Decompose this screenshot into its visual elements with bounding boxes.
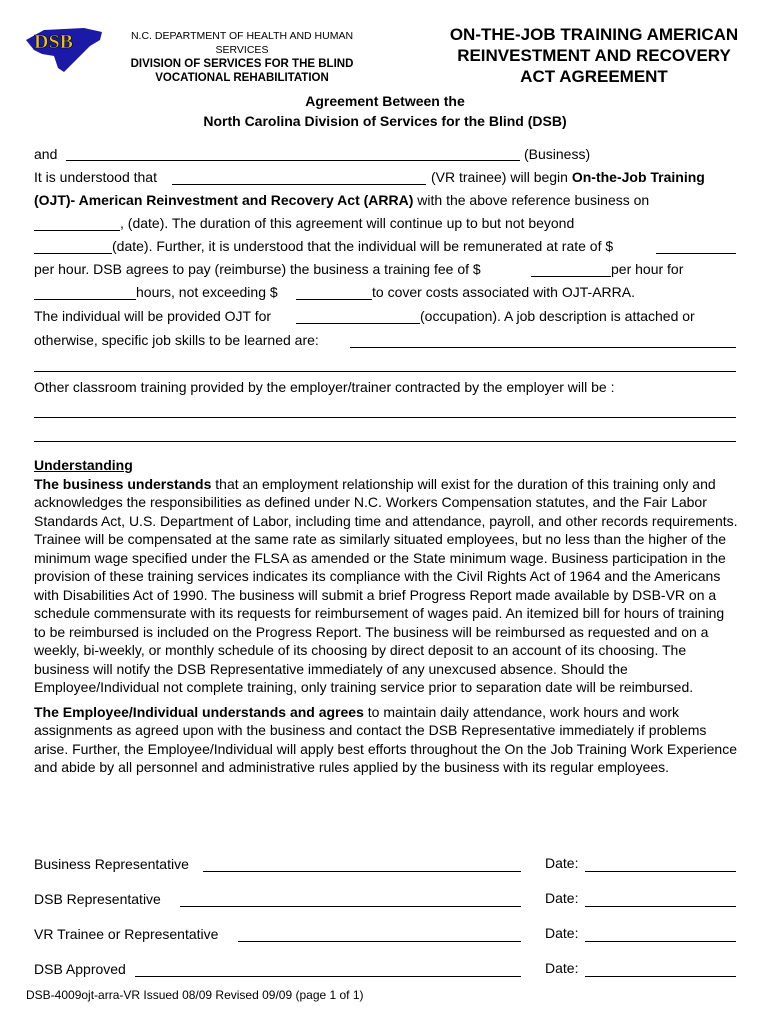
form-footer: DSB-4009ojt-arra-VR Issued 08/09 Revised 09/09 (page 1 of 1) [26, 988, 364, 1002]
sig-label-trainee: VR Trainee or Representative [34, 926, 219, 942]
skills-field-2[interactable] [34, 371, 736, 372]
agency-line-1: N.C. DEPARTMENT OF HEALTH AND HUMAN SERVICES [130, 30, 354, 56]
agreement-line-1: Agreement Between the [305, 93, 465, 109]
sig-line-trainee[interactable] [238, 941, 521, 942]
date-line-approved[interactable] [585, 976, 736, 977]
agreement-line-2: North Carolina Division of Services for the Blind (DSB) [203, 113, 567, 129]
agency-line-3: VOCATIONAL REHABILITATION [155, 72, 329, 84]
agency-line-2: DIVISION OF SERVICES FOR THE BLIND [130, 58, 354, 70]
trainee-name-field[interactable] [172, 184, 426, 185]
arra-rest-text: with the above reference business on [417, 192, 650, 208]
and-label: and [34, 146, 58, 162]
title-line-1: ON-THE-JOB TRAINING AMERICAN [449, 25, 739, 44]
employee-agrees-text: to maintain daily attendance, work hours and work assignments as agreed upon with the business and contact the DSB Representative immediately if problems arise. Further, the Employee/Individual will apply best efforts throughout the On the Job Training Work Experience and abide by all personnel and administrative rules applied by the business with its regular employees. [34, 703, 737, 775]
business-paragraph [34, 475, 738, 697]
classroom-text: Other classroom training provided by the employer/trainer contracted by the employer will be : [34, 379, 615, 395]
sig-label-business: Business Representative [34, 856, 189, 872]
trainee-begin-text: (VR trainee) will begin [431, 169, 568, 185]
date-label-trainee: Date: [545, 925, 579, 941]
max-amount-field[interactable] [296, 299, 372, 300]
employee-agrees-bold: The Employee/Individual understands and agrees [34, 703, 364, 720]
end-date-field[interactable] [34, 253, 112, 254]
occupation-text: (occupation). A job description is attached or [420, 308, 695, 324]
employee-paragraph [34, 703, 738, 777]
date2-text: (date). Further, it is understood that the individual will be remunerated at rate of $ [112, 238, 614, 254]
title-line-2: REINVESTMENT AND RECOVERY [457, 46, 731, 65]
start-date-field[interactable] [34, 230, 120, 231]
date-label-dsb: Date: [545, 890, 579, 906]
business-name-field[interactable] [66, 160, 520, 161]
hours-field[interactable] [34, 299, 136, 300]
date-line-dsb[interactable] [585, 906, 736, 907]
classroom-field-1[interactable] [34, 417, 736, 418]
agency-block [104, 29, 380, 85]
training-fee-field[interactable] [531, 276, 611, 277]
date-label-approved: Date: [545, 960, 579, 976]
form-title [430, 24, 758, 87]
skills-field-1[interactable] [350, 347, 736, 348]
form-row-1 [34, 143, 57, 166]
hours-not-text: hours, not exceeding $ [136, 284, 278, 300]
business-label: (Business) [524, 146, 591, 162]
per-hour-for-text: per hour for [611, 261, 684, 277]
occupation-field[interactable] [296, 323, 420, 324]
arra-bold-text: (OJT)- American Reinvestment and Recovery Act (ARRA) [34, 192, 414, 208]
sig-label-dsb: DSB Representative [34, 891, 161, 907]
sig-label-approved: DSB Approved [34, 961, 126, 977]
business-understands-text: that an employment relationship will exist for the duration of this training only and acknowledges the responsibilities as defined under N.C. Workers Compensation statutes, and the Fair Labor Standards Act, U.S. Department of Labor, including time and attendance, payroll, and other records requirements. Trainee will be compensated at the same rate as similarly situated employees, but no less than the higher of the minimum wage specified under the FLSA as amended or the State minimum wage. Business participation in the provision of these training services indicates its compliance with the Civil Rights Act of 1964 and the Americans with Disabilities Act of 1990. The business will submit a brief Progress Report made available by DSB-VR on a schedule commensurate with its requests for reimbursement of wages paid. An itemized bill for hours of training to be reimbursed is included on the Progress Report. The business will be reimbursed as requested and on a weekly, bi-weekly, or monthly schedule of its choosing by direct deposit to an account of its choosing. The business will notify the DSB Representative immediately of any unexcused absence. Should the Employee/Individual not complete training, only training service prior to separation date will be reimbursed. [34, 475, 738, 695]
to-cover-text: to cover costs associated with OJT-ARRA. [372, 284, 635, 300]
dsb-logo [24, 24, 104, 74]
understanding-section [34, 456, 738, 777]
form-row-3 [34, 189, 649, 212]
provided-text: The individual will be provided OJT for [34, 308, 272, 324]
date-line-business[interactable] [585, 871, 736, 872]
sig-line-dsb[interactable] [180, 906, 521, 907]
form-row-2-rest [431, 166, 705, 189]
understood-label: It is understood that [34, 169, 157, 185]
title-line-3: ACT AGREEMENT [520, 67, 668, 86]
date1-text: , (date). The duration of this agreement will continue up to but not beyond [120, 215, 575, 231]
rate-field[interactable] [656, 253, 736, 254]
date-line-trainee[interactable] [585, 941, 736, 942]
agreement-heading [0, 91, 770, 131]
per-hour-text: per hour. DSB agrees to pay (reimburse) the business a training fee of $ [34, 261, 481, 277]
date-label-business: Date: [545, 855, 579, 871]
business-understands-bold: The business understands [34, 475, 212, 492]
sig-line-approved[interactable] [135, 976, 521, 977]
ojt-bold-text: On-the-Job Training [571, 169, 705, 185]
logo-text: DSB [34, 31, 73, 53]
nc-state-map-icon [24, 24, 104, 74]
otherwise-text: otherwise, specific job skills to be learned are: [34, 332, 319, 348]
understanding-heading: Understanding [34, 457, 133, 473]
sig-line-business[interactable] [203, 871, 521, 872]
classroom-field-2[interactable] [34, 441, 736, 442]
